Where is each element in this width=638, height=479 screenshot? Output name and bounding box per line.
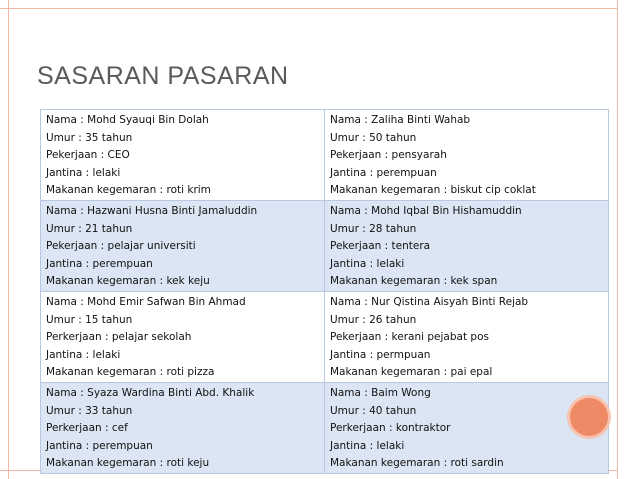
cell-line-food: Makanan kegemaran : roti krim	[46, 184, 211, 197]
cell-line-food: Makanan kegemaran : biskut cip coklat	[330, 184, 536, 197]
cell-line-age: Umur : 40 tahun	[330, 404, 417, 417]
cell-line-job: Pekerjaan : pelajar universiti	[46, 240, 196, 253]
cell-line-gender: Jantina : lelaki	[330, 439, 405, 452]
cell-line-age: Umur : 33 tahun	[46, 404, 133, 417]
profile-cell-right	[325, 291, 609, 382]
cell-line-job: Perkerjaan : pelajar sekolah	[46, 331, 192, 344]
cell-line-gender: Jantina : perempuan	[330, 166, 437, 179]
cell-line-name: Nama : Mohd Iqbal Bin Hishamuddin	[330, 204, 522, 217]
table-row	[41, 382, 609, 473]
cell-line-food: Makanan kegemaran : kek keju	[46, 275, 210, 288]
frame-right-line	[617, 0, 618, 479]
cell-line-gender: Jantina : permpuan	[330, 348, 431, 361]
cell-line-job: Pekerjaan : tentera	[330, 240, 431, 253]
table-row	[41, 200, 609, 291]
cell-line-age: Umur : 50 tahun	[330, 131, 417, 144]
frame-left-line	[8, 0, 9, 479]
cell-line-name: Nama : Syaza Wardina Binti Abd. Khalik	[46, 386, 255, 399]
cell-line-job: Pekerjaan : kerani pejabat pos	[330, 331, 489, 344]
cell-line-food: Makanan kegemaran : pai epal	[330, 366, 493, 379]
profile-cell-left	[41, 291, 325, 382]
profile-cell-right	[325, 200, 609, 291]
slide-title: SASARAN PASARAN	[37, 62, 289, 90]
profile-cell-left	[41, 110, 325, 201]
cell-line-food: Makanan kegemaran : roti keju	[46, 457, 210, 470]
cell-line-food: Makanan kegemaran : roti pizza	[46, 366, 215, 379]
profile-cell-left	[41, 382, 325, 473]
cell-line-gender: Jantina : lelaki	[46, 166, 121, 179]
target-market-table	[40, 109, 609, 474]
frame-top-line	[0, 8, 617, 9]
decorative-circle-icon	[570, 398, 608, 436]
profile-cell-right	[325, 382, 609, 473]
cell-line-gender: Jantina : perempuan	[46, 439, 153, 452]
cell-line-job: Perkerjaan : kontraktor	[330, 422, 451, 435]
cell-line-name: Nama : Mohd Emir Safwan Bin Ahmad	[46, 295, 246, 308]
cell-line-gender: Jantina : lelaki	[46, 348, 121, 361]
cell-line-food: Makanan kegemaran : kek span	[330, 275, 498, 288]
profile-cell-left	[41, 200, 325, 291]
cell-line-age: Umur : 21 tahun	[46, 222, 133, 235]
table-row	[41, 110, 609, 201]
cell-line-job: Perkerjaan : cef	[46, 422, 128, 435]
cell-line-job: Pekerjaan : CEO	[46, 149, 130, 162]
cell-line-job: Pekerjaan : pensyarah	[330, 149, 447, 162]
cell-line-name: Nama : Mohd Syauqi Bin Dolah	[46, 114, 209, 126]
cell-line-age: Umur : 28 tahun	[330, 222, 417, 235]
cell-line-age: Umur : 35 tahun	[46, 131, 133, 144]
profile-cell-right	[325, 110, 609, 201]
cell-line-name: Nama : Nur Qistina Aisyah Binti Rejab	[330, 295, 529, 308]
table-body	[41, 110, 609, 474]
cell-line-name: Nama : Zaliha Binti Wahab	[330, 114, 471, 126]
cell-line-gender: Jantina : perempuan	[46, 257, 153, 270]
cell-line-gender: Jantina : lelaki	[330, 257, 405, 270]
cell-line-age: Umur : 26 tahun	[330, 313, 417, 326]
table-row	[41, 291, 609, 382]
cell-line-food: Makanan kegemaran : roti sardin	[330, 457, 504, 470]
cell-line-name: Nama : Baim Wong	[330, 386, 431, 399]
cell-line-age: Umur : 15 tahun	[46, 313, 133, 326]
cell-line-name: Nama : Hazwani Husna Binti Jamaluddin	[46, 204, 258, 217]
